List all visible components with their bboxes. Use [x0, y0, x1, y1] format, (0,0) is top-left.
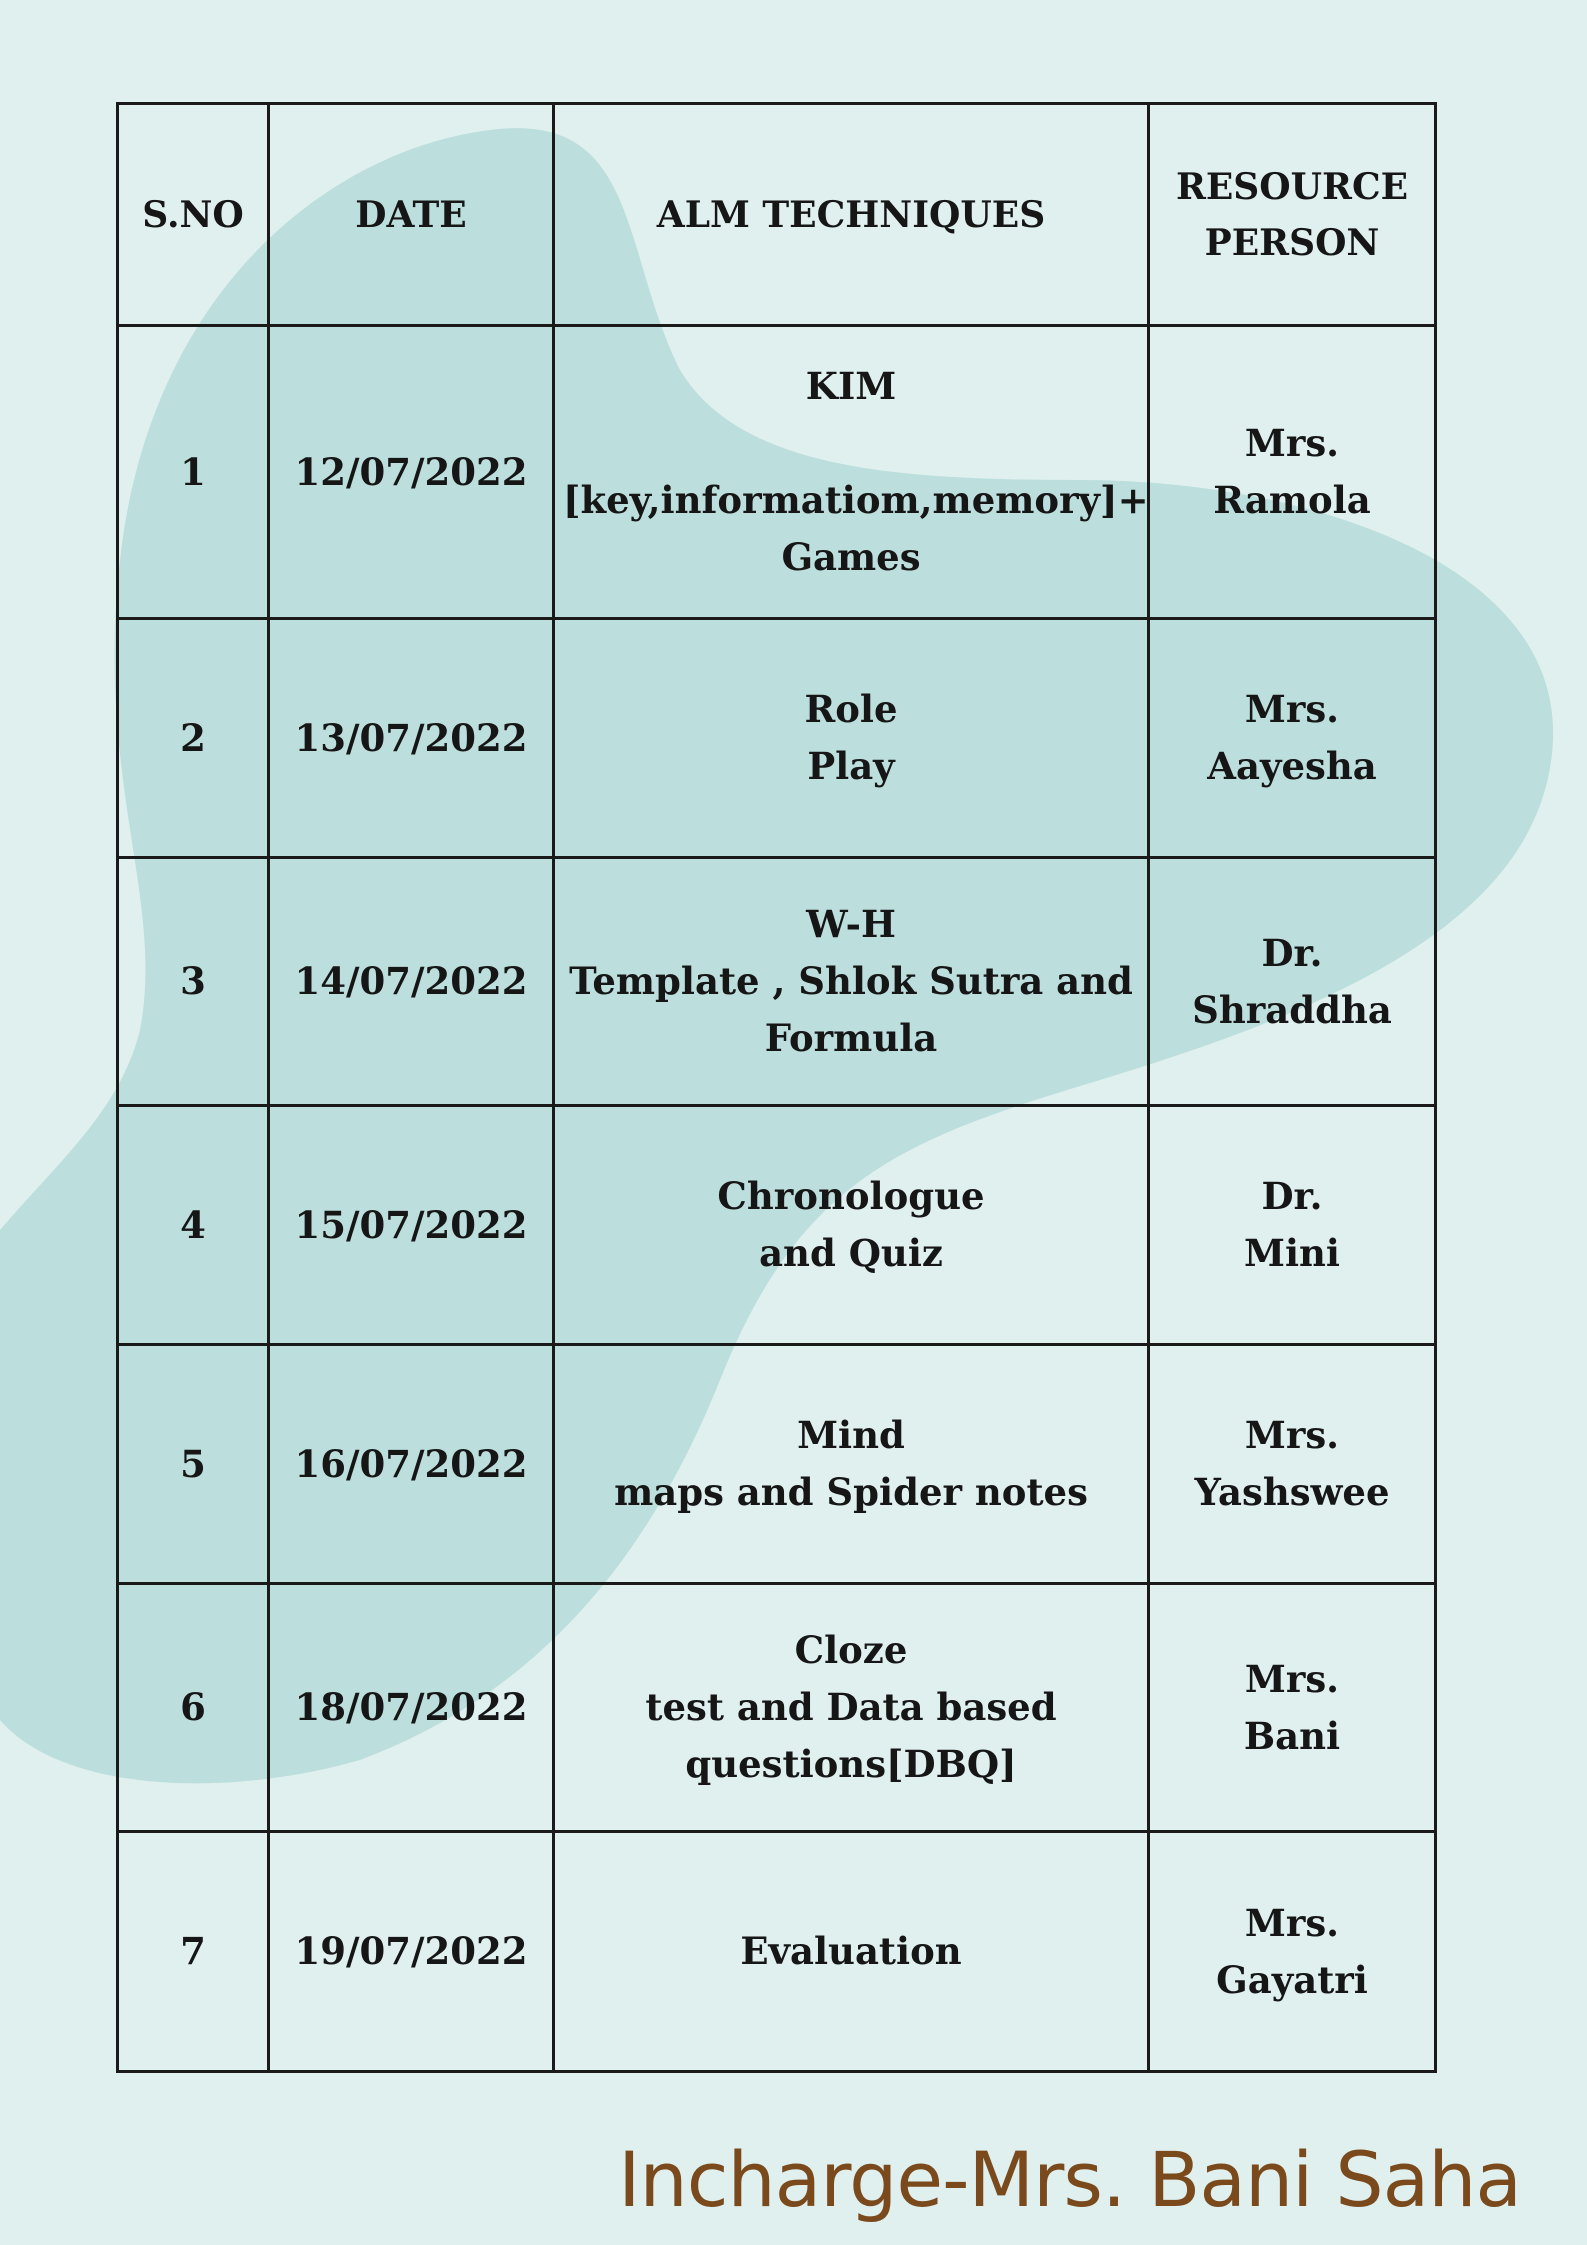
cell-technique: Chronologue and Quiz	[554, 1106, 1149, 1345]
cell-date: 19/07/2022	[269, 1832, 554, 2072]
cell-date: 13/07/2022	[269, 619, 554, 858]
cell-person: Mrs. Yashswee	[1149, 1345, 1436, 1584]
cell-sno: 4	[118, 1106, 269, 1345]
cell-sno: 3	[118, 858, 269, 1106]
cell-person: Dr. Mini	[1149, 1106, 1436, 1345]
cell-sno: 2	[118, 619, 269, 858]
incharge-footer: Incharge-Mrs. Bani Saha	[618, 2135, 1521, 2224]
cell-date: 18/07/2022	[269, 1584, 554, 1832]
cell-sno: 5	[118, 1345, 269, 1584]
cell-technique: W-H Template , Shlok Sutra and Formula	[554, 858, 1149, 1106]
cell-sno: 7	[118, 1832, 269, 2072]
cell-person: Mrs. Gayatri	[1149, 1832, 1436, 2072]
header-date: DATE	[269, 104, 554, 326]
cell-date: 12/07/2022	[269, 326, 554, 619]
cell-sno: 1	[118, 326, 269, 619]
cell-person: Mrs. Aayesha	[1149, 619, 1436, 858]
table-row	[118, 1345, 1436, 1584]
cell-sno: 6	[118, 1584, 269, 1832]
cell-technique: Mind maps and Spider notes	[554, 1345, 1149, 1584]
table-row	[118, 1106, 1436, 1345]
table-row	[118, 326, 1436, 619]
table-row	[118, 1584, 1436, 1832]
cell-technique: Evaluation	[554, 1832, 1149, 2072]
header-sno: S.NO	[118, 104, 269, 326]
table-row	[118, 1832, 1436, 2072]
cell-date: 16/07/2022	[269, 1345, 554, 1584]
cell-person: Dr. Shraddha	[1149, 858, 1436, 1106]
header-resource-person: RESOURCE PERSON	[1149, 104, 1436, 326]
cell-person: Mrs. Ramola	[1149, 326, 1436, 619]
cell-technique: Role Play	[554, 619, 1149, 858]
cell-technique: KIM [key,informatiom,memory]+ Games	[554, 326, 1149, 619]
header-techniques: ALM TECHNIQUES	[554, 104, 1149, 326]
cell-person: Mrs. Bani	[1149, 1584, 1436, 1832]
header-row	[118, 104, 1436, 326]
cell-technique: Cloze test and Data based questions[DBQ]	[554, 1584, 1149, 1832]
cell-date: 15/07/2022	[269, 1106, 554, 1345]
table-row	[118, 858, 1436, 1106]
schedule-table	[116, 102, 1437, 2073]
cell-date: 14/07/2022	[269, 858, 554, 1106]
table-row	[118, 619, 1436, 858]
